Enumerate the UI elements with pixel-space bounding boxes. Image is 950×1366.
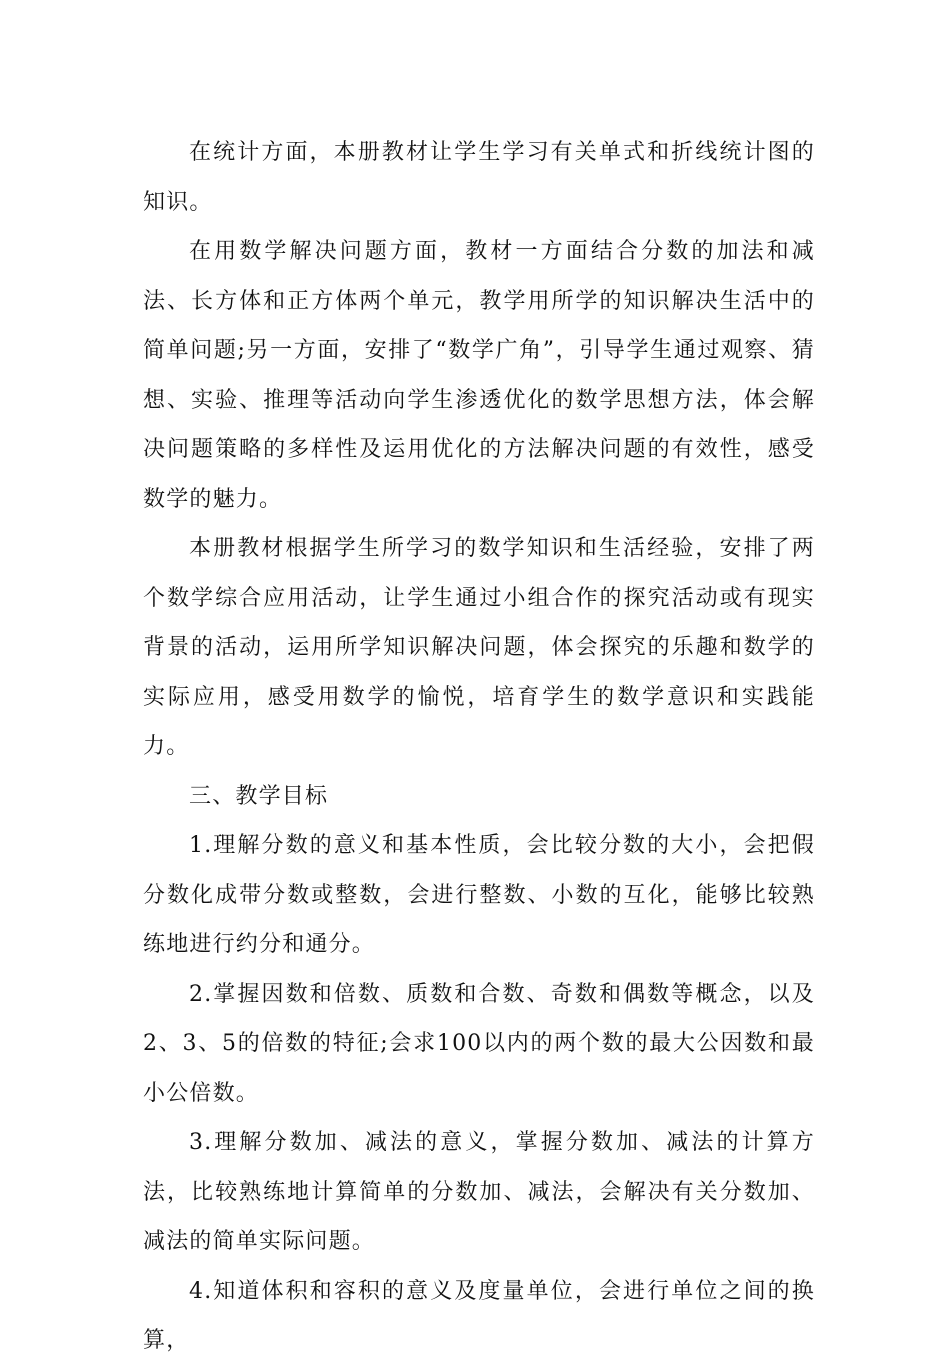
goal-item-1: 1.理解分数的意义和基本性质，会比较分数的大小，会把假分数化成带分数或整数，会进行整数、小数的互化，能够比较熟练地进行约分和通分。 xyxy=(143,833,815,957)
paragraph-statistics: 在统计方面，本册教材让学生学习有关单式和折线统计图的知识。 xyxy=(143,140,815,215)
document-body xyxy=(143,128,815,1366)
goal-item-4: 4.知道体积和容积的意义及度量单位，会进行单位之间的换算， xyxy=(143,1278,815,1353)
section-heading-teaching-goals: 三、教学目标 xyxy=(189,783,329,809)
goal-item-2: 2.掌握因数和倍数、质数和合数、奇数和偶数等概念，以及2、3、5的倍数的特征;会求100以内的两个数的最大公因数和最小公倍数。 xyxy=(143,981,815,1106)
paragraph-comprehensive-activities: 本册教材根据学生所学习的数学知识和生活经验，安排了两个数学综合应用活动，让学生通过小组合作的探究活动或有现实背景的活动，运用所学知识解决问题，体会探究的乐趣和数学的实际应用，感受用数学的愉悦，培育学生的数学意识和实践能力。 xyxy=(143,536,815,759)
paragraph-problem-solving: 在用数学解决问题方面，教材一方面结合分数的加法和减法、长方体和正方体两个单元，教学用所学的知识解决生活中的简单问题;另一方面，安排了“数学广角”，引导学生通过观察、猜想、实验、推理等活动向学生渗透优化的数学思想方法，体会解决问题策略的多样性及运用优化的方法解决问题的有效性，感受数学的魅力。 xyxy=(143,239,815,512)
goal-item-3: 3.理解分数加、减法的意义，掌握分数加、减法的计算方法，比较熟练地计算简单的分数加、减法，会解决有关分数加、减法的简单实际问题。 xyxy=(143,1130,815,1254)
